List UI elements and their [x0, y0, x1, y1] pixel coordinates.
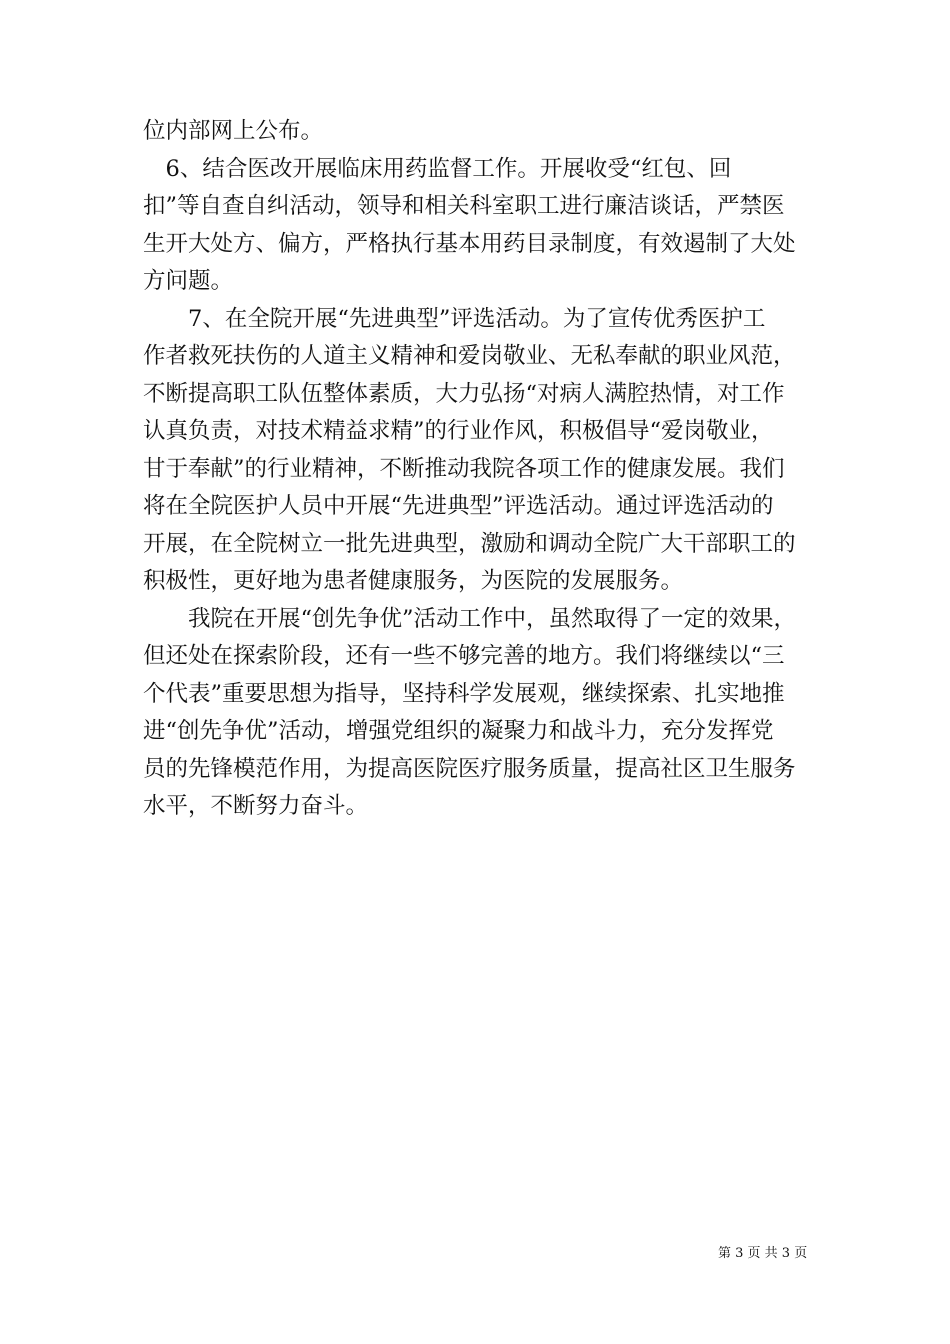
document-body: [143, 113, 833, 826]
paragraph-line: 开展，在全院树立一批先进典型，激励和调动全院广大干部职工的: [143, 530, 796, 557]
paragraph-line: 水平，不断努力奋斗。: [143, 793, 369, 819]
paragraph-line: 7、在全院开展“先进典型”评选活动。为了宣传优秀医护工: [143, 305, 766, 332]
paragraph-line: 扣”等自查自纠活动，领导和相关科室职工进行廉洁谈话，严禁医: [143, 193, 785, 219]
paragraph-line: 将在全院医护人员中开展“先进典型”评选活动。通过评选活动的: [143, 493, 774, 519]
paragraph-line: 积极性，更好地为患者健康服务，为医院的发展服务。: [143, 568, 684, 594]
paragraph-line: 个代表”重要思想为指导，坚持科学发展观，继续探索、扎实地推: [143, 680, 785, 707]
paragraph-line: 认真负责，对技术精益求精”的行业作风，积极倡导“爱岗敬业，: [143, 418, 774, 444]
paragraph-line: 作者救死扶伤的人道主义精神和爱岗敬业、无私奉献的职业风范，: [143, 343, 796, 369]
page-number-footer: 第 3 页 共 3 页: [718, 1246, 808, 1261]
paragraph-line: 但还处在探索阶段，还有一些不够完善的地方。我们将继续以“三: [143, 643, 785, 669]
paragraph-line: 甘于奉献”的行业精神，不断推动我院各项工作的健康发展。我们: [143, 455, 785, 482]
paragraph-line: 我院在开展“创先争优”活动工作中，虽然取得了一定的效果，: [143, 605, 797, 632]
paragraph-line: 方问题。: [143, 268, 234, 294]
paragraph-2: [143, 151, 833, 301]
paragraph-1: [143, 113, 833, 151]
paragraph-4: [143, 601, 833, 826]
paragraph-line: 员的先锋模范作用，为提高医院医疗服务质量，提高社区卫生服务: [143, 755, 796, 782]
paragraph-line: 位内部网上公布。: [143, 118, 324, 144]
paragraph-line: 6、结合医改开展临床用药监督工作。开展收受“红包、回: [143, 155, 732, 182]
paragraph-line: 生开大处方、偏方，严格执行基本用药目录制度，有效遏制了大处: [143, 230, 796, 257]
paragraph-line: 不断提高职工队伍整体素质，大力弘扬“对病人满腔热情，对工作: [143, 380, 785, 407]
paragraph-line: 进“创先争优”活动，增强党组织的凝聚力和战斗力，充分发挥党: [143, 718, 774, 744]
paragraph-3: [143, 301, 833, 601]
